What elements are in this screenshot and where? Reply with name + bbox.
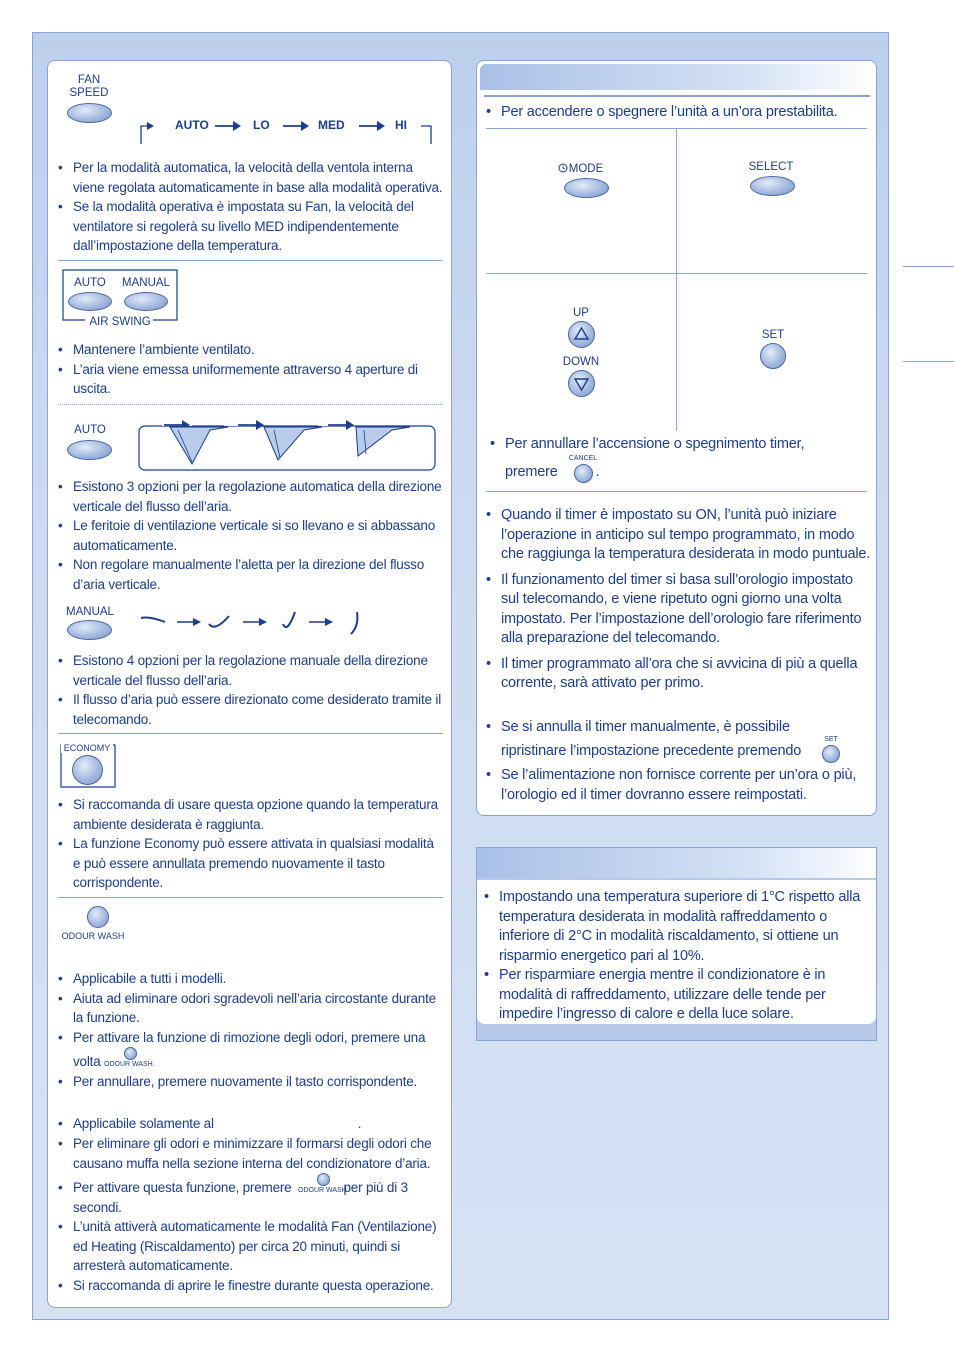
timer-cancel-button[interactable] [574, 464, 593, 483]
fan-seq-hi: HI [395, 118, 407, 132]
fan-speed-label-2: SPEED [69, 87, 109, 99]
timer-select-label: SELECT [748, 161, 794, 173]
odour-cancel: • Per annullare, premere nuovamente il tasto corrispondente. [58, 1072, 443, 1092]
timer-note-set-2: ripristinare l’impostazione precedente premendo [501, 742, 802, 759]
odour-wash-inline-button [124, 1047, 137, 1060]
timer-intro-text: • Per accendere o spegnere l’unità a un’ora prestabilita. [486, 103, 871, 123]
fan-speed-label-1: FAN [77, 74, 101, 86]
divider [58, 260, 443, 261]
tips-note-2: • Per risparmiare energia mentre il condizionatore è in modalità di raffreddamento, utilizzare delle tende per impedire l’ingresso di calore e della luce solare. [484, 966, 869, 1025]
odour-cancel-line [58, 1072, 443, 1092]
timer-set-label: SET [761, 329, 785, 341]
air-swing-note-1: • Mantenere l’ambiente ventilato. [58, 340, 443, 360]
timer-cancel-premere: premere [505, 464, 558, 480]
fan-seq-med: MED [318, 118, 345, 132]
timer-set-button[interactable] [760, 343, 786, 369]
down-arrow-icon [572, 374, 591, 393]
side-tab-line-top [903, 266, 954, 267]
fan-note-1: • Per la modalità automatica, la velocità della ventola interna viene regolata automaticamente in base alla modalità operativa. [58, 158, 443, 197]
odour-wash-inline-button-2 [317, 1173, 330, 1186]
timer-select-button[interactable] [750, 176, 795, 196]
timer-note-last-text: • Se l’alimentazione non fornisce corrente per un’ora o più, l’orologio ed il timer dovranno essere reimpostati. [486, 766, 871, 805]
timer-header-rule [484, 95, 870, 97]
timer-mode-label: MODE [568, 163, 604, 175]
auto-vertical-note-3: • Non regolare manualmente l’aletta per la direzione del flusso d’aria verticale. [58, 555, 443, 594]
divider [58, 733, 443, 734]
air-swing-manual-label: MANUAL [122, 277, 170, 289]
side-tab-line-bottom [903, 361, 954, 362]
manual-vertical-note-1: • Esistono 4 opzioni per la regolazione manuale della direzione verticale del flusso dell’aria. [58, 651, 443, 690]
odour-note-1: • Applicabile a tutti i modelli. [58, 969, 443, 989]
divider [486, 491, 867, 492]
fan-speed-button[interactable] [67, 103, 112, 123]
economy-note-1: • Si raccomanda di usare questa opzione quando la temperatura ambiente desiderata è raggiunta. [58, 795, 443, 834]
timer-note-3: • Il timer programmato all’ora che si avvicina di più a quella corrente, sarà attivato per primo. [486, 655, 871, 694]
timer-note-set-text [486, 718, 871, 764]
odour-activate-2: per più di 3 [343, 1180, 408, 1195]
odour-applicable-line [58, 1114, 443, 1134]
timer-note-1: • Quando il timer è impostato su ON, l’unità può iniziare l’operazione in anticipo sul tempo programmato, in modo che raggiunga la temperatura desiderata in modo puntuale. [486, 506, 871, 565]
auto-vertical-label: AUTO [74, 424, 106, 436]
odour-notes-a [58, 969, 443, 1047]
divider [58, 897, 443, 898]
odour-inline-label-2: ODOUR WASH [298, 1187, 347, 1194]
manual-vertical-label: MANUAL [66, 606, 114, 618]
divider-dotted [58, 404, 443, 405]
odour-notes-b [58, 1134, 443, 1173]
odour-notes-c [58, 1217, 443, 1295]
manual-vertical-notes [58, 651, 443, 729]
timer-cancel-line [490, 435, 870, 455]
odour-note-c2: • Si raccomanda di aprire le finestre durante questa operazione. [58, 1276, 443, 1296]
tips-header-bar [477, 848, 876, 878]
odour-note-2: • Aiuta ad eliminare odori sgradevoli nell’aria circostante durante la funzione. [58, 989, 443, 1028]
timer-down-label: DOWN [562, 356, 600, 368]
timer-cancel-1: • Per annullare l’accensione o spegnimento timer, [490, 435, 870, 455]
economy-label: ECONOMY [61, 743, 113, 753]
timer-cancel-end: . [595, 464, 600, 480]
timer-note-set [486, 718, 871, 764]
timer-note-set-1: Se si annulla il timer manualmente, è possibile [501, 719, 790, 735]
odour-inline-label-end: . [152, 1061, 155, 1068]
timer-grid-vertical [676, 128, 677, 431]
timer-note-last [486, 766, 871, 805]
timer-header-bar [480, 64, 874, 90]
odour-volta-text: volta [73, 1054, 101, 1069]
air-swing-notes [58, 340, 443, 399]
odour-inline-label [104, 1061, 164, 1069]
economy-button[interactable] [72, 755, 103, 785]
fan-seq-lo: LO [253, 118, 270, 132]
tips-note-1: • Impostando una temperatura superiore di 1°C rispetto alla temperatura desiderata in modalità raffreddamento o inferiore di 2°C in modalità riscaldamento, si ottiene un risparmio energetico pari al 10%. [484, 888, 869, 966]
odour-activate-line [58, 1178, 443, 1217]
odour-note-b1: • Per eliminare gli odori e minimizzare il formarsi degli odori che causano muffa nella sezione interna del condizionatore d’aria. [58, 1134, 443, 1173]
fan-seq-auto: AUTO [175, 118, 209, 132]
odour-inline-label-text: ODOUR WASH [104, 1061, 153, 1068]
auto-louver-diagram [138, 416, 436, 472]
timer-mode-button[interactable] [564, 178, 609, 198]
auto-vertical-button[interactable] [67, 440, 112, 460]
air-swing-auto-button[interactable] [68, 292, 112, 311]
air-swing-group-label: AIR SWING [89, 316, 151, 328]
manual-louver-diagram [135, 608, 365, 644]
odour-activate [58, 1178, 443, 1217]
timer-cancel-btn-label: CANCEL [568, 455, 598, 462]
air-swing-manual-button[interactable] [124, 292, 168, 311]
timer-intro [486, 103, 871, 123]
fan-speed-notes [58, 158, 443, 256]
auto-vertical-note-2: • Le feritoie di ventilazione verticale si so llevano e si abbassano automaticamente. [58, 516, 443, 555]
timer-note-set-button [822, 745, 840, 763]
air-swing-note-2: • L’aria viene emessa uniformemente attraverso 4 aperture di uscita. [58, 360, 443, 399]
timer-note-2: • Il funzionamento del timer si basa sull’orologio impostato sul telecomando, e viene ripetuto ogni giorno una volta impostato. Per l’impostazione dell’orologio fare riferimento alla preparazione del telecomando. [486, 571, 871, 649]
odour-applicable-end: . [357, 1116, 362, 1131]
odour-applicable [58, 1114, 443, 1134]
economy-note-2: • La funzione Economy può essere attivata in qualsiasi modalità e può essere annullata premendo nuovamente il tasto corrispondente. [58, 834, 443, 893]
timer-grid-middle [486, 273, 867, 274]
timer-note-set-btn-label: SET [824, 736, 838, 743]
odour-wash-button[interactable] [87, 906, 109, 928]
tips-notes [484, 888, 869, 1025]
timer-up-label: UP [573, 307, 589, 319]
auto-vertical-note-1: • Esistono 3 opzioni per la regolazione automatica della direzione verticale del flusso dell’aria. [58, 477, 443, 516]
odour-applicable-text: Applicabile solamente al [73, 1116, 214, 1131]
timer-notes [486, 506, 871, 694]
odour-activate-3: secondi. [73, 1199, 122, 1215]
up-arrow-icon [572, 325, 591, 344]
odour-activate-1: Per attivare questa funzione, premere [73, 1180, 292, 1195]
timer-cancel-line-2 [505, 463, 705, 483]
economy-notes [58, 795, 443, 893]
odour-wash-label: ODOUR WASH [61, 931, 125, 941]
auto-vertical-notes [58, 477, 443, 594]
air-swing-auto-label: AUTO [74, 277, 106, 289]
odour-note-3: • Per attivare la funzione di rimozione degli odori, premere una [58, 1028, 443, 1048]
manual-vertical-button[interactable] [67, 620, 112, 640]
odour-note-c1: • L’unità attiverà automaticamente le modalità Fan (Ventilazione) ed Heating (Riscaldamento) per circa 20 minuti, quindi si arresterà automaticamente. [58, 1217, 443, 1276]
fan-note-2: • Se la modalità operativa è impostata su Fan, la velocità del ventilatore si regolerà su livello MED indipendentemente dall’impostazione della temperatura. [58, 197, 443, 256]
manual-vertical-note-2: • Il flusso d’aria può essere direzionato come desiderato tramite il telecomando. [58, 690, 443, 729]
